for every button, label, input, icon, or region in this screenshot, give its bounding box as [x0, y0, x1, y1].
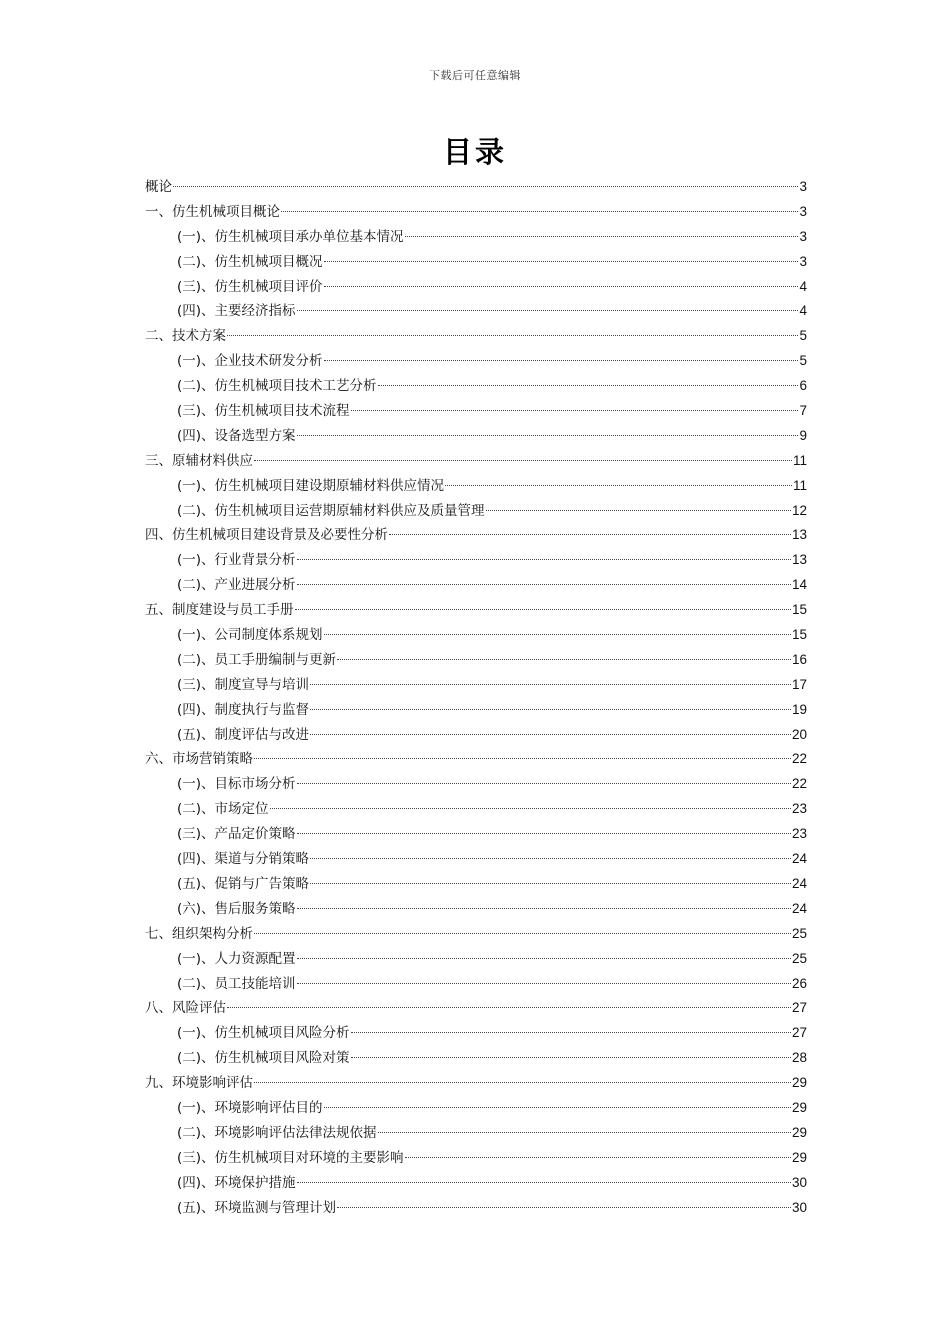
toc-entry[interactable]	[145, 175, 807, 200]
toc-subentry[interactable]	[145, 474, 807, 499]
toc-entry-label: 八、风险评估	[145, 1000, 226, 1017]
dot-leader	[254, 758, 791, 759]
dot-leader	[295, 609, 791, 610]
dot-leader	[324, 360, 799, 361]
toc-entry-label: (四)、主要经济指标	[177, 303, 296, 320]
toc-entry[interactable]	[145, 922, 807, 947]
toc-page-number: 13	[791, 552, 807, 568]
toc-entry[interactable]	[145, 598, 807, 623]
dot-leader	[310, 709, 791, 710]
toc-page-number: 13	[791, 527, 807, 543]
toc-subentry[interactable]	[145, 648, 807, 673]
toc-page-number: 19	[791, 701, 807, 717]
dot-leader	[486, 510, 791, 511]
toc-page-number: 29	[791, 1099, 807, 1115]
dot-leader	[227, 1007, 791, 1008]
toc-page-number: 12	[791, 502, 807, 518]
toc-subentry[interactable]	[145, 374, 807, 399]
toc-entry-label: (五)、环境监测与管理计划	[177, 1199, 337, 1216]
toc-subentry[interactable]	[145, 1046, 807, 1071]
toc-entry-label: 九、环境影响评估	[145, 1075, 253, 1092]
toc-page-number: 3	[799, 228, 807, 244]
toc-page-number: 30	[791, 1174, 807, 1190]
toc-page-number: 29	[791, 1124, 807, 1140]
page-header: 下载后可任意编辑	[429, 69, 521, 82]
toc-page-number: 24	[791, 875, 807, 891]
toc-entry-label: 二、技术方案	[145, 328, 226, 345]
dot-leader	[337, 659, 791, 660]
dot-leader	[324, 1107, 791, 1108]
toc-subentry[interactable]	[145, 772, 807, 797]
dot-leader	[270, 808, 791, 809]
dot-leader	[324, 634, 791, 635]
dot-leader	[310, 734, 791, 735]
dot-leader	[297, 833, 791, 834]
toc-page-number: 5	[799, 353, 807, 369]
toc-subentry[interactable]	[145, 399, 807, 424]
toc-page-number: 27	[791, 1000, 807, 1016]
toc-entry-label: 一、仿生机械项目概论	[145, 203, 280, 220]
toc-page-number: 25	[791, 925, 807, 941]
toc-subentry[interactable]	[145, 573, 807, 598]
toc-page-number: 3	[799, 253, 807, 269]
toc-entry-label: (二)、仿生机械项目运营期原辅材料供应及质量管理	[177, 502, 485, 519]
dot-leader	[227, 335, 798, 336]
toc-entry-label: (二)、员工技能培训	[177, 975, 296, 992]
dot-leader	[378, 385, 799, 386]
table-of-contents	[145, 175, 807, 1220]
toc-page-number: 29	[791, 1075, 807, 1091]
dot-leader	[297, 1182, 791, 1183]
toc-page-number: 3	[799, 179, 807, 194]
toc-entry-label: 六、市场营销策略	[145, 751, 253, 768]
toc-subentry[interactable]	[145, 1171, 807, 1196]
dot-leader	[297, 435, 799, 436]
dot-leader	[389, 534, 791, 535]
toc-entry-label: (二)、仿生机械项目风险对策	[177, 1050, 350, 1067]
toc-page-number: 15	[791, 602, 807, 618]
dot-leader	[281, 211, 798, 212]
toc-entry-label: 概论	[145, 179, 172, 195]
toc-entry-label: (三)、仿生机械项目技术流程	[177, 403, 350, 420]
toc-subentry[interactable]	[145, 698, 807, 723]
dot-leader	[337, 1207, 791, 1208]
toc-subentry[interactable]	[145, 499, 807, 524]
toc-page-number: 15	[791, 627, 807, 643]
toc-subentry[interactable]	[145, 847, 807, 872]
toc-entry-label: (一)、行业背景分析	[177, 552, 296, 569]
toc-page-number: 6	[799, 378, 807, 394]
toc-entry-label: 三、原辅材料供应	[145, 452, 253, 469]
toc-page-number: 17	[791, 676, 807, 692]
dot-leader	[297, 783, 791, 784]
toc-page-number: 4	[799, 278, 807, 294]
toc-page-number: 11	[792, 477, 807, 493]
dot-leader	[405, 1157, 791, 1158]
toc-page-number: 28	[791, 1050, 807, 1066]
dot-leader	[351, 410, 799, 411]
dot-leader	[297, 908, 791, 909]
toc-page-number: 20	[791, 726, 807, 742]
toc-page-number: 29	[791, 1149, 807, 1165]
toc-entry-label: (一)、目标市场分析	[177, 776, 296, 793]
toc-entry-label: (一)、环境影响评估目的	[177, 1099, 323, 1116]
dot-leader	[378, 1132, 791, 1133]
toc-page-number: 7	[799, 403, 807, 419]
toc-subentry[interactable]	[145, 1021, 807, 1046]
toc-entry-label: (四)、制度执行与监督	[177, 701, 310, 718]
dot-leader	[324, 261, 799, 262]
page-title: 目录	[442, 135, 507, 169]
toc-entry-label: (三)、仿生机械项目对环境的主要影响	[177, 1149, 404, 1166]
toc-entry-label: 四、仿生机械项目建设背景及必要性分析	[145, 527, 388, 544]
toc-entry-label: (一)、人力资源配置	[177, 950, 296, 967]
dot-leader	[297, 559, 791, 560]
toc-entry[interactable]	[145, 996, 807, 1021]
toc-subentry[interactable]	[145, 1196, 807, 1221]
toc-entry[interactable]	[145, 449, 807, 474]
toc-page-number: 3	[799, 203, 807, 219]
toc-subentry[interactable]	[145, 1146, 807, 1171]
toc-page-number: 22	[791, 776, 807, 792]
toc-entry-label: (三)、产品定价策略	[177, 826, 296, 843]
toc-subentry[interactable]	[145, 275, 807, 300]
toc-page-number: 30	[791, 1199, 807, 1215]
toc-page-number: 16	[791, 651, 807, 667]
toc-entry-label: (六)、售后服务策略	[177, 900, 296, 917]
toc-subentry[interactable]	[145, 349, 807, 374]
toc-page-number: 23	[791, 826, 807, 842]
toc-subentry[interactable]	[145, 424, 807, 449]
toc-entry-label: (一)、仿生机械项目建设期原辅材料供应情况	[177, 477, 445, 494]
toc-page-number: 24	[791, 851, 807, 867]
toc-entry-label: (二)、环境影响评估法律法规依据	[177, 1124, 377, 1141]
toc-entry-label: (三)、制度宣导与培训	[177, 676, 310, 693]
dot-leader	[254, 1082, 791, 1083]
toc-page-number: 11	[792, 452, 807, 468]
toc-entry-label: (一)、公司制度体系规划	[177, 627, 323, 644]
toc-entry-label: (二)、仿生机械项目技术工艺分析	[177, 378, 377, 395]
toc-page-number: 5	[799, 328, 807, 344]
toc-entry[interactable]	[145, 200, 807, 225]
toc-entry-label: (三)、仿生机械项目评价	[177, 278, 323, 295]
toc-page-number: 23	[791, 801, 807, 817]
toc-subentry[interactable]	[145, 1121, 807, 1146]
dot-leader	[405, 236, 799, 237]
dot-leader	[297, 983, 791, 984]
dot-leader	[254, 460, 792, 461]
toc-entry-label: (四)、渠道与分销策略	[177, 851, 310, 868]
toc-page-number: 25	[791, 950, 807, 966]
toc-entry-label: (四)、设备选型方案	[177, 427, 296, 444]
dot-leader	[173, 186, 798, 187]
toc-entry[interactable]	[145, 324, 807, 349]
toc-page-number: 26	[791, 975, 807, 991]
dot-leader	[310, 684, 791, 685]
toc-entry-label: (一)、仿生机械项目承办单位基本情况	[177, 228, 404, 245]
toc-subentry[interactable]	[145, 947, 807, 972]
toc-page-number: 22	[791, 751, 807, 767]
dot-leader	[297, 310, 799, 311]
toc-subentry[interactable]	[145, 822, 807, 847]
toc-subentry[interactable]	[145, 673, 807, 698]
toc-subentry[interactable]	[145, 972, 807, 997]
dot-leader	[351, 1057, 791, 1058]
toc-entry-label: (四)、环境保护措施	[177, 1174, 296, 1191]
dot-leader	[310, 883, 791, 884]
toc-entry-label: 七、组织架构分析	[145, 925, 253, 942]
toc-entry-label: 五、制度建设与员工手册	[145, 602, 294, 619]
toc-subentry[interactable]	[145, 548, 807, 573]
toc-entry-label: (二)、市场定位	[177, 801, 269, 818]
dot-leader	[351, 1032, 791, 1033]
toc-entry[interactable]	[145, 747, 807, 772]
toc-page-number: 27	[791, 1025, 807, 1041]
toc-entry-label: (二)、员工手册编制与更新	[177, 651, 337, 668]
dot-leader	[254, 933, 791, 934]
dot-leader	[324, 286, 799, 287]
toc-entry-label: (五)、制度评估与改进	[177, 726, 310, 743]
toc-entry-label: (二)、产业进展分析	[177, 577, 296, 594]
toc-entry-label: (一)、仿生机械项目风险分析	[177, 1025, 350, 1042]
toc-subentry[interactable]	[145, 897, 807, 922]
toc-subentry[interactable]	[145, 723, 807, 748]
toc-subentry[interactable]	[145, 623, 807, 648]
dot-leader	[297, 584, 791, 585]
toc-page-number: 4	[799, 303, 807, 319]
toc-entry-label: (二)、仿生机械项目概况	[177, 253, 323, 270]
toc-page-number: 9	[799, 427, 807, 443]
toc-subentry[interactable]	[145, 1096, 807, 1121]
toc-page-number: 14	[791, 577, 807, 593]
toc-subentry[interactable]	[145, 250, 807, 275]
toc-entry[interactable]	[145, 523, 807, 548]
toc-subentry[interactable]	[145, 797, 807, 822]
toc-entry-label: (五)、促销与广告策略	[177, 875, 310, 892]
toc-subentry[interactable]	[145, 872, 807, 897]
toc-entry[interactable]	[145, 1071, 807, 1096]
dot-leader	[297, 958, 791, 959]
toc-entry-label: (一)、企业技术研发分析	[177, 353, 323, 370]
toc-page-number: 24	[791, 900, 807, 916]
toc-subentry[interactable]	[145, 299, 807, 324]
toc-subentry[interactable]	[145, 225, 807, 250]
dot-leader	[310, 858, 791, 859]
dot-leader	[445, 485, 792, 486]
